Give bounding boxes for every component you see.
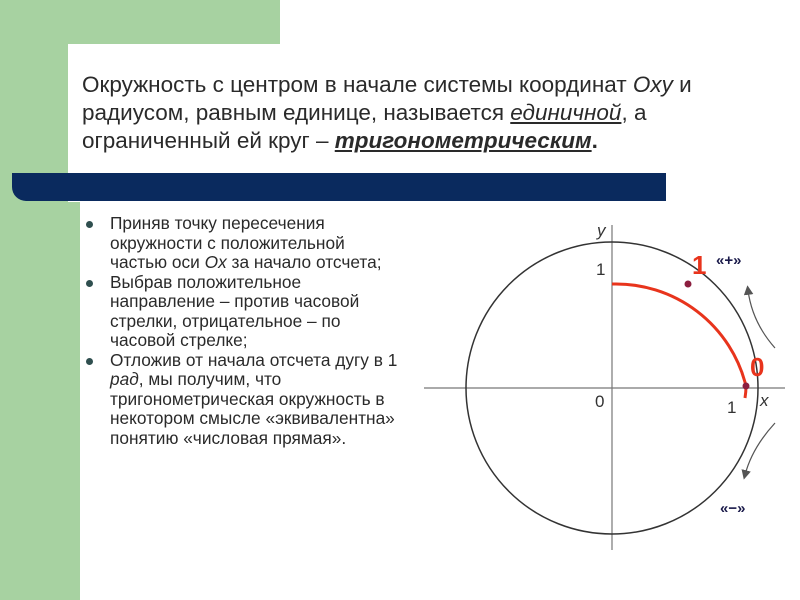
point-zero-label: 0 xyxy=(750,352,765,382)
point-one-radian xyxy=(685,281,692,288)
list-item: Приняв точку пересечения окружности с положительной частью оси Ox за начало отсчета; xyxy=(84,214,404,273)
term-unit-circle: единичной xyxy=(510,100,622,125)
one-radian-arc xyxy=(612,284,746,398)
list-item: Отложив от начала отсчета дугу в 1 рад, мы получим, что тригонометрическая окружность в некотором смысле «эквивалентна» понятию «числовая прямая». xyxy=(84,351,404,449)
x-one-label: 1 xyxy=(727,398,737,417)
y-one-label: 1 xyxy=(596,260,606,279)
x-axis-label: x xyxy=(760,391,769,410)
negative-direction-arrow-icon xyxy=(745,423,775,475)
term-trigonometric: тригонометрическим xyxy=(334,128,592,153)
negative-direction-label: «−» xyxy=(720,500,746,517)
y-axis-label: y xyxy=(597,221,606,240)
origin-label: 0 xyxy=(595,392,605,411)
slide-title: Окружность с центром в начале системы координат Oxy и радиусом, равным единице, называется единичной, а ограниченный ей круг – тригонометрическим. xyxy=(82,72,692,153)
positive-direction-arrow-icon xyxy=(748,290,775,348)
list-item: Выбрав положительное направление – против часовой стрелки, отрицательное – по часовой стрелке; xyxy=(84,273,404,351)
point-zero xyxy=(743,383,750,390)
point-one-label: 1 xyxy=(692,250,707,280)
positive-direction-label: «+» xyxy=(716,252,742,269)
